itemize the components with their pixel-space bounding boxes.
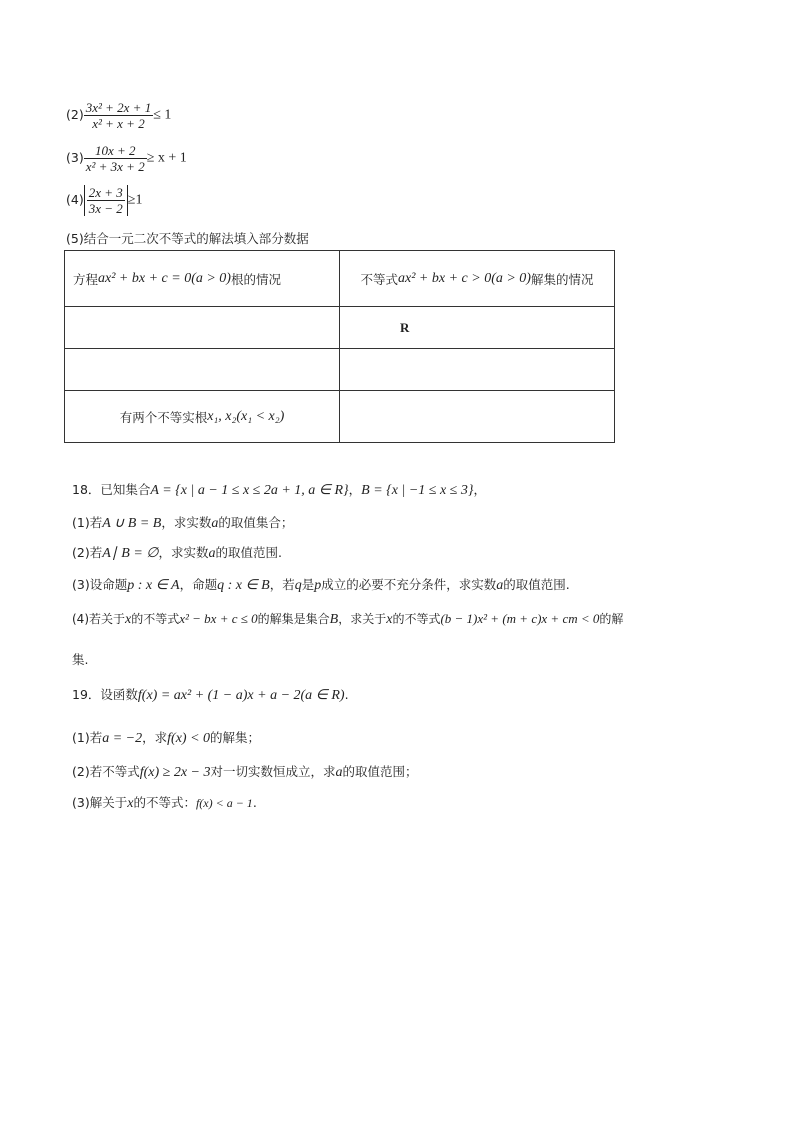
two-roots-math: x₁, x₂(x₁ < x₂) <box>207 408 285 424</box>
text: 是 <box>301 577 315 592</box>
denominator: x² + 3x + 2 <box>85 159 145 174</box>
text: (2)若不等式 <box>72 764 140 779</box>
math: a <box>208 546 216 561</box>
math: x <box>127 796 134 811</box>
math: a = −2 <box>102 731 143 746</box>
text: 的解集是集合 <box>257 612 330 626</box>
set-A: A = {x | a − 1 ≤ x ≤ 2a + 1, a ∈ R} <box>150 483 349 498</box>
fraction <box>84 143 147 174</box>
table-cell <box>340 391 615 443</box>
two-roots-text: 有两个不等实根 <box>119 409 208 425</box>
text: 的取值集合； <box>218 515 294 530</box>
text: 的解 <box>599 612 624 626</box>
q19-intro <box>72 685 349 704</box>
table-cell <box>340 349 615 391</box>
text: . <box>344 687 349 702</box>
math: a <box>335 765 343 780</box>
separator: ， <box>473 482 486 497</box>
text: 的不等式 <box>392 612 441 626</box>
text: ，求关于 <box>338 612 387 626</box>
text: 对一切实数恒成立，求 <box>210 764 336 779</box>
table-cell <box>65 349 340 391</box>
relation: ≤ 1 <box>153 107 172 123</box>
absolute-value <box>84 185 128 216</box>
fraction <box>84 100 153 131</box>
text: 成立的必要不充分条件，求实数 <box>321 577 497 592</box>
math: f(x) < 0 <box>167 731 211 746</box>
math: a <box>496 578 504 593</box>
math: x² − bx + c ≤ 0 <box>179 611 258 626</box>
q18-part1 <box>72 513 293 532</box>
q19-part3 <box>72 793 257 812</box>
set-B: B = {x | −1 ≤ x ≤ 3} <box>361 483 474 498</box>
table-row <box>65 307 615 349</box>
q18-intro-text: 18．已知集合 <box>72 482 151 497</box>
text: 的解集； <box>210 730 261 745</box>
text: ，求 <box>142 730 168 745</box>
text: 的取值范围； <box>342 764 418 779</box>
q18-part3 <box>72 575 570 594</box>
header-right-text-b: 解集的情况 <box>530 271 594 287</box>
header-right-math: ax² + bx + c > 0(a > 0) <box>398 270 531 286</box>
text: ，求实数 <box>158 545 209 560</box>
numerator: 2x + 3 <box>88 185 123 200</box>
numerator: 10x + 2 <box>84 143 147 159</box>
math: (b − 1)x² + (m + c)x + cm < 0 <box>440 611 600 626</box>
table-cell <box>340 307 615 349</box>
text: 的取值范围. <box>215 545 282 560</box>
q19-part2 <box>72 762 418 781</box>
text: . <box>252 795 257 810</box>
header-right-text-a: 不等式 <box>360 271 399 287</box>
q18-part2 <box>72 543 282 562</box>
math: f(x) = ax² + (1 − a)x + a − 2(a ∈ R) <box>137 688 345 703</box>
header-left-text-b: 根的情况 <box>230 271 281 287</box>
math: p : x ∈ A <box>127 578 180 593</box>
text: (3)解关于 <box>72 795 128 810</box>
math: x <box>386 612 393 627</box>
table-cell <box>340 251 615 307</box>
math: q <box>294 578 302 593</box>
part-label: (2) <box>66 107 84 122</box>
table-row <box>65 391 615 443</box>
math: A ∪ B = B <box>102 516 162 531</box>
denominator: x² + x + 2 <box>92 116 145 131</box>
header-left-math: ax² + bx + c = 0(a > 0) <box>98 270 231 286</box>
math: B <box>329 612 339 627</box>
relation: ≥1 <box>127 192 143 208</box>
part-label: (4) <box>66 192 84 207</box>
header-left-text-a: 方程 <box>73 271 99 287</box>
text: 的不等式： <box>133 795 196 810</box>
text: ，若 <box>269 577 295 592</box>
q17-part2 <box>66 100 171 131</box>
fraction <box>87 185 125 216</box>
q18-intro <box>72 480 486 499</box>
math: a <box>211 516 219 531</box>
math: p <box>314 578 322 593</box>
math: A∣ B = ∅ <box>102 546 159 561</box>
text: 的不等式 <box>131 612 180 626</box>
separator: ， <box>348 482 362 497</box>
numerator: 3x² + 2x + 1 <box>85 100 152 115</box>
table-cell <box>65 307 340 349</box>
math: f(x) < a − 1 <box>195 796 253 810</box>
real-numbers-R: R <box>400 319 410 335</box>
q18-part4 <box>72 610 623 628</box>
text: (2)若 <box>72 545 103 560</box>
math: f(x) ≥ 2x − 3 <box>139 765 211 780</box>
q17-part5: (5)结合一元二次不等式的解法填入部分数据 <box>66 231 309 246</box>
table-header-row <box>65 251 615 307</box>
text: (1)若 <box>72 515 103 530</box>
denominator: 3x − 2 <box>88 201 123 216</box>
text: 的取值范围. <box>503 577 570 592</box>
math: x <box>125 612 132 627</box>
text: ，求实数 <box>161 515 212 530</box>
text: (1)若 <box>72 730 103 745</box>
text: 19．设函数 <box>72 687 138 702</box>
q19-part1 <box>72 728 260 747</box>
part-label: (3) <box>66 150 84 165</box>
solution-table <box>64 250 615 443</box>
q17-part3 <box>66 143 187 174</box>
relation: ≥ x + 1 <box>146 150 187 166</box>
table-cell <box>65 251 340 307</box>
text: (4)若关于 <box>72 612 125 626</box>
q17-part4 <box>66 185 142 216</box>
table-cell <box>65 391 340 443</box>
q18-part4-continuation: 集. <box>72 652 89 667</box>
math: q : x ∈ B <box>217 578 270 593</box>
text: (3)设命题 <box>72 577 128 592</box>
table-row <box>65 349 615 391</box>
text: ，命题 <box>179 577 218 592</box>
